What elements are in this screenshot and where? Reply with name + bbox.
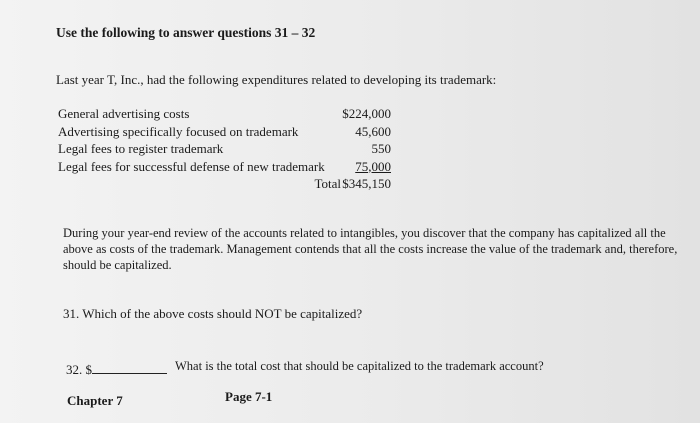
question-31: 31. Which of the above costs should NOT be capitalized? bbox=[63, 306, 363, 321]
chapter-label: Chapter 7 bbox=[67, 393, 123, 408]
intro-text: Last year T, Inc., had the following expenditures related to developing its trademark: bbox=[56, 72, 497, 87]
cost-amount: 45,600 bbox=[355, 123, 391, 139]
total-label: Total bbox=[314, 176, 341, 191]
cost-amount: 550 bbox=[371, 141, 391, 156]
cost-label: Legal fees for successful defense of new trademark bbox=[58, 158, 325, 174]
review-paragraph: During your year-end review of the accounts related to intangibles, you discover that the company has capitalized all the above as costs of the trademark. Management contends that all the costs increase the value of the trademark and, therefore, should be capitalized. bbox=[63, 226, 678, 272]
question-32-text: What is the total cost that should be capitalized to the trademark account? bbox=[175, 359, 544, 373]
cost-amount: 75,000 bbox=[355, 158, 391, 174]
cost-label: Advertising specifically focused on trademark bbox=[58, 123, 299, 139]
cost-amount: $224,000 bbox=[342, 106, 391, 121]
question-32-prefix: 32. $ bbox=[66, 362, 92, 377]
question-32-answer bbox=[66, 361, 167, 378]
total-amount: $345,150 bbox=[342, 176, 391, 191]
section-heading: Use the following to answer questions 31 – 32 bbox=[56, 25, 316, 40]
answer-blank[interactable] bbox=[92, 361, 167, 374]
cost-label: General advertising costs bbox=[58, 106, 190, 121]
page-label: Page 7-1 bbox=[225, 389, 273, 404]
cost-label: Legal fees to register trademark bbox=[58, 141, 224, 156]
